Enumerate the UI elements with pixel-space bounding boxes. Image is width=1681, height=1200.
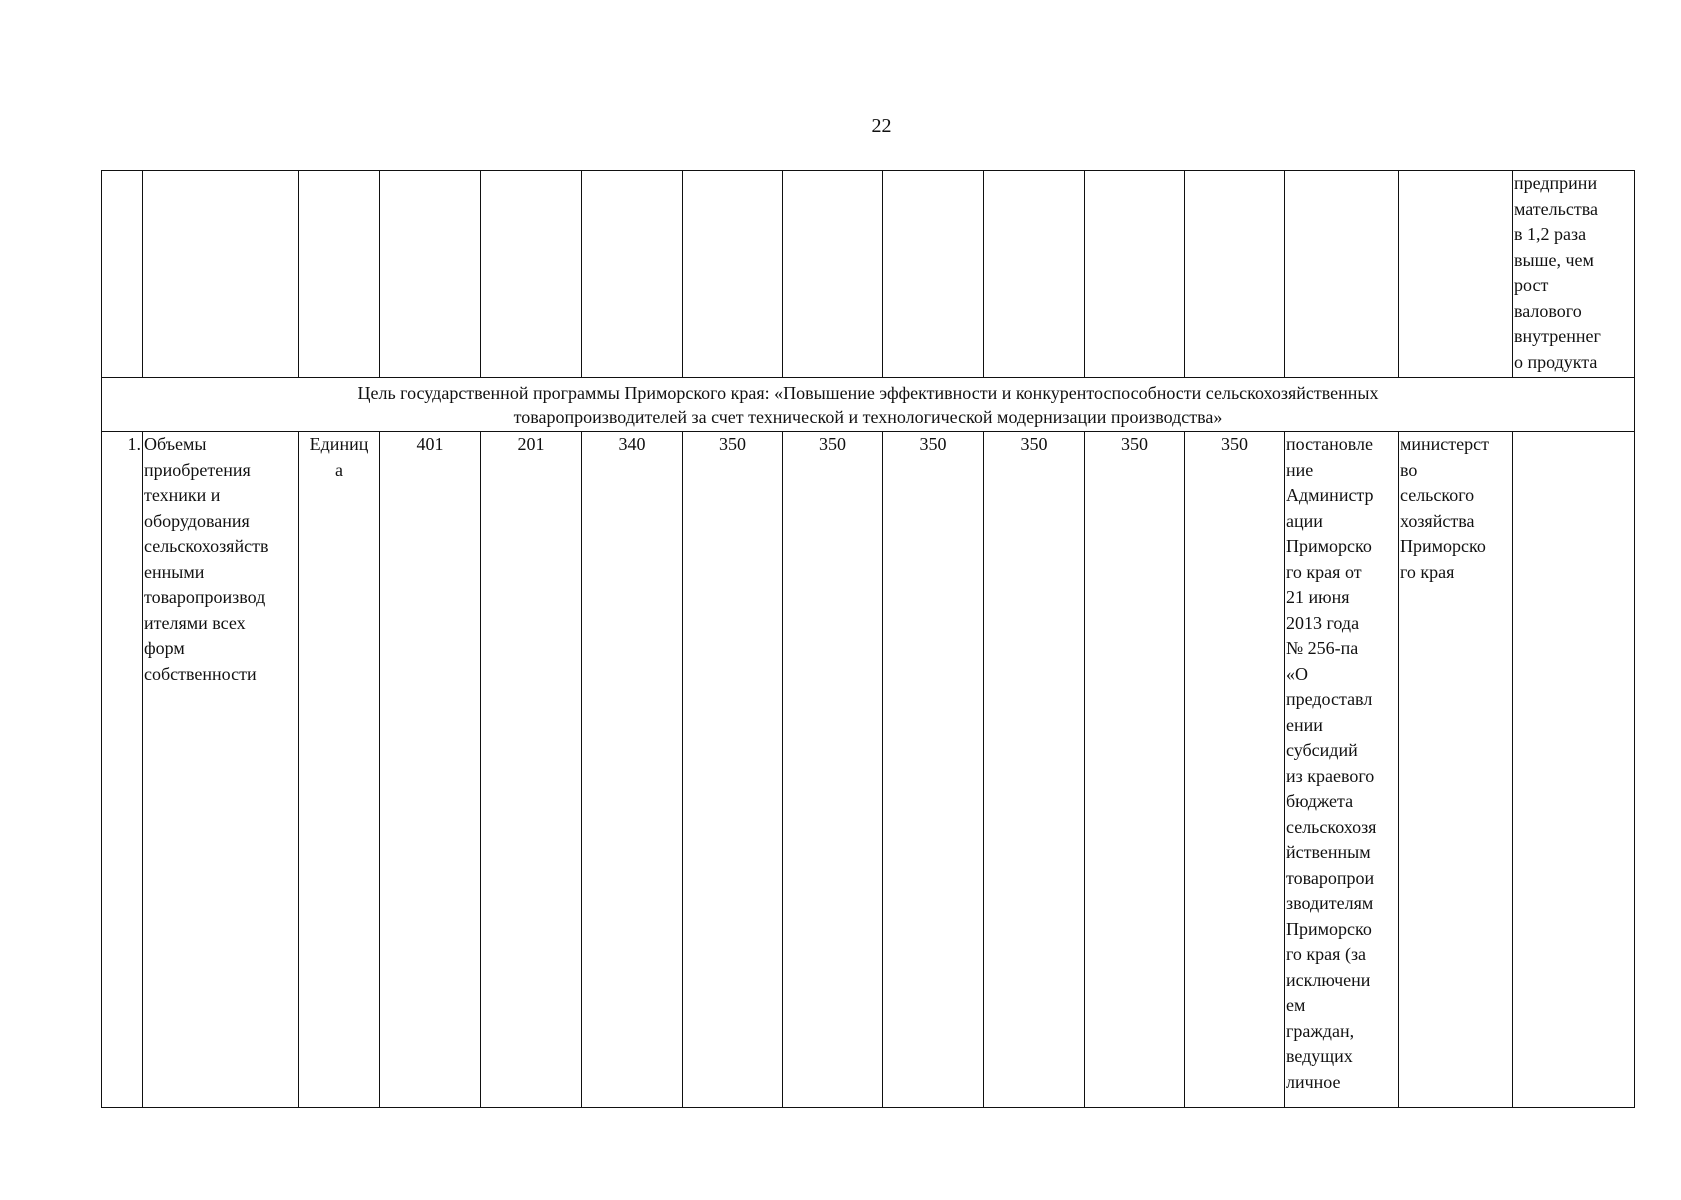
indicators-table xyxy=(101,170,1635,1108)
basis-line: граждан, xyxy=(1286,1020,1355,1041)
note-line: внутреннег xyxy=(1514,326,1601,346)
basis-line: ении xyxy=(1286,714,1323,735)
page-number: 22 xyxy=(871,115,892,137)
responsible-line: министерст xyxy=(1400,434,1489,454)
basis-line: Приморско xyxy=(1286,918,1372,939)
indicator-line: ителями всех xyxy=(144,612,246,633)
unit-line: а xyxy=(335,459,343,480)
note-line: валового xyxy=(1514,300,1582,321)
responsible-line: сельского xyxy=(1400,485,1475,505)
basis-line: постановле xyxy=(1286,434,1374,454)
responsible-cell xyxy=(1399,432,1513,1108)
goal-header-cell xyxy=(102,378,1635,432)
indicator-line: сельскохозяйств xyxy=(144,536,269,556)
empty-cell xyxy=(1285,171,1399,378)
value-cell: 401 xyxy=(380,432,481,1108)
unit-cell xyxy=(299,432,380,1108)
legal-basis-cell xyxy=(1285,432,1399,1108)
responsible-line: го края xyxy=(1400,561,1455,582)
basis-line: субсидий xyxy=(1286,740,1358,760)
value-cell: 201 xyxy=(481,432,582,1108)
value-cell: 350 xyxy=(984,432,1085,1108)
empty-cell xyxy=(1399,171,1513,378)
basis-line: предоставл xyxy=(1286,689,1373,709)
indicator-line: форм xyxy=(144,638,185,658)
basis-line: сельскохозя xyxy=(1286,816,1377,837)
basis-line: ации xyxy=(1286,510,1323,531)
note-line: о продукта xyxy=(1514,351,1598,372)
value-cell: 350 xyxy=(1085,432,1185,1108)
continued-row xyxy=(102,171,1635,378)
goal-line-2: товаропроизводителей за счет технической и технологической модернизации производства» xyxy=(513,406,1223,427)
empty-cell xyxy=(683,171,783,378)
empty-cell xyxy=(481,171,582,378)
basis-line: 21 июня xyxy=(1286,587,1350,607)
indicator-line: оборудования xyxy=(144,510,250,531)
empty-cell xyxy=(1185,171,1285,378)
basis-line: зводителям xyxy=(1286,893,1374,913)
continued-note-cell xyxy=(1513,171,1635,378)
empty-cell xyxy=(1513,432,1635,1108)
basis-line: № 256-па xyxy=(1286,638,1359,658)
responsible-line: хозяйства xyxy=(1400,510,1475,531)
indicator-line: техники и xyxy=(144,485,221,505)
basis-line: го края (за xyxy=(1286,944,1367,964)
empty-cell xyxy=(102,171,143,378)
note-line: рост xyxy=(1514,275,1549,295)
indicator-row-1 xyxy=(102,432,1635,1108)
empty-cell xyxy=(984,171,1085,378)
basis-line: из краевого xyxy=(1286,765,1375,786)
indicator-line: Объемы xyxy=(144,434,207,454)
basis-line: йственным xyxy=(1286,842,1371,862)
basis-line: товаропрои xyxy=(1286,867,1375,888)
basis-line: личное xyxy=(1286,1071,1341,1092)
note-line: предприни xyxy=(1514,173,1598,193)
value-cell: 350 xyxy=(1185,432,1285,1108)
value-cell: 350 xyxy=(883,432,984,1108)
responsible-line: Приморско xyxy=(1400,536,1486,556)
row-index: 1. xyxy=(102,432,143,1108)
unit-line: Единиц xyxy=(309,434,369,454)
basis-line: Приморско xyxy=(1286,536,1372,556)
note-line: в 1,2 раза xyxy=(1514,224,1587,244)
value-cell: 350 xyxy=(783,432,883,1108)
basis-line: ем xyxy=(1286,995,1306,1015)
empty-cell xyxy=(299,171,380,378)
indicator-line: собственности xyxy=(144,663,257,684)
basis-line: ведущих xyxy=(1286,1046,1353,1066)
basis-line: бюджета xyxy=(1286,791,1354,811)
indicator-name-cell xyxy=(143,432,299,1108)
note-line: выше, чем xyxy=(1514,249,1594,270)
empty-cell xyxy=(582,171,683,378)
basis-line: го края от xyxy=(1286,561,1362,582)
basis-line: ние xyxy=(1286,459,1314,480)
empty-cell xyxy=(783,171,883,378)
empty-cell xyxy=(1085,171,1185,378)
goal-row xyxy=(102,378,1635,432)
value-cell: 350 xyxy=(683,432,783,1108)
indicator-line: приобретения xyxy=(144,459,251,480)
responsible-line: во xyxy=(1400,459,1418,480)
basis-line: «О xyxy=(1286,663,1308,684)
note-line: мательства xyxy=(1514,198,1598,219)
empty-cell xyxy=(143,171,299,378)
basis-line: Администр xyxy=(1286,485,1374,505)
value-cell: 340 xyxy=(582,432,683,1108)
basis-line: 2013 года xyxy=(1286,612,1360,633)
empty-cell xyxy=(380,171,481,378)
indicator-line: енными xyxy=(144,561,205,582)
indicator-line: товаропроизвод xyxy=(144,587,266,607)
goal-line-1: Цель государственной программы Приморского края: «Повышение эффективности и конкурентоспособности сельскохозяйственных xyxy=(357,382,1379,403)
basis-line: исключени xyxy=(1286,969,1371,990)
empty-cell xyxy=(883,171,984,378)
